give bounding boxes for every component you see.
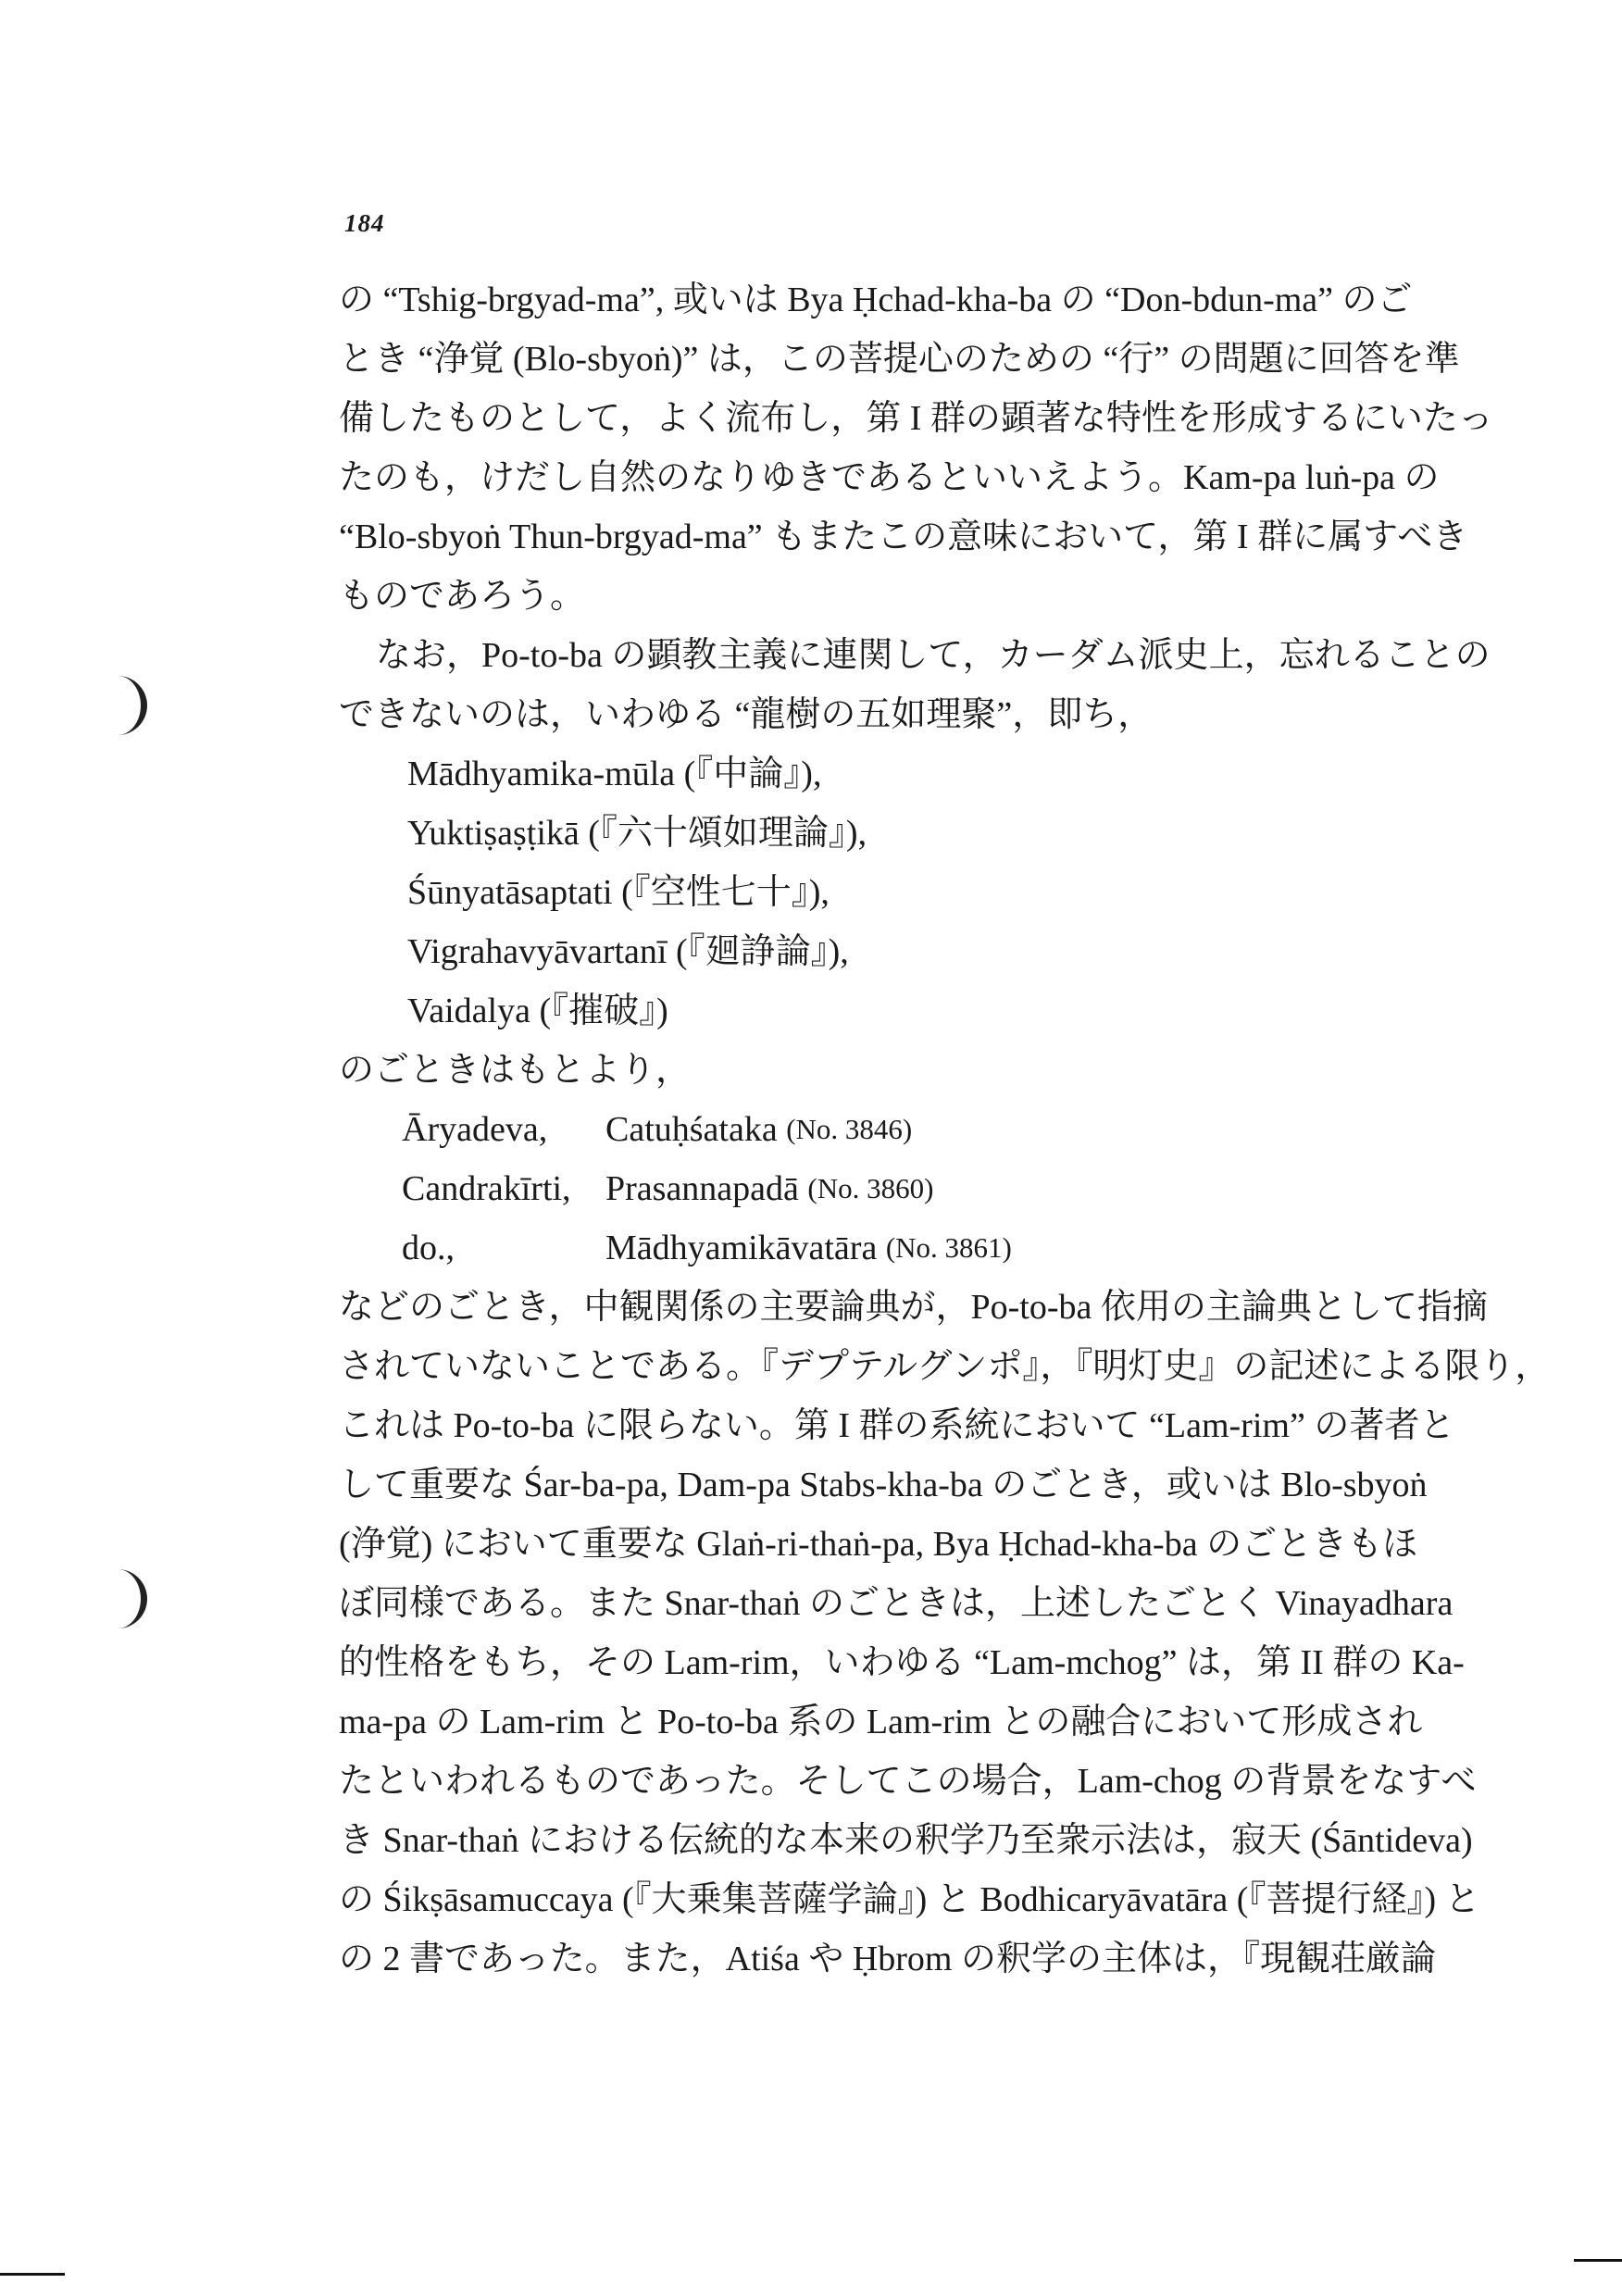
- text-line: “Blo-sbyoṅ Thun-brgyad-ma” もまたこの意味において，第 I 群に属すべき: [339, 518, 1468, 556]
- text-line: とき “浄覚 (Blo-sbyoṅ)” は，この菩提心のための “行” の問題に回答を準: [339, 340, 1460, 379]
- text-line: などのごとき，中観関係の主要論典が，Po-to-ba 依用の主論典として指摘: [339, 1288, 1488, 1327]
- paragraph-4: [339, 1278, 1551, 1989]
- text-line: なお，Po-to-ba の顕教主義に連関して，カーダム派史上，忘れることの: [376, 636, 1491, 675]
- text-line: (浄覚) において重要な Glaṅ-ri-thaṅ-pa, Bya Ḥchad-kha-ba のごときもほ: [339, 1525, 1418, 1564]
- reference-work: Mādhyamikāvatāra: [605, 1229, 878, 1267]
- text-line: のごときはもとより，: [339, 1051, 692, 1090]
- list-item: Yuktiṣaṣṭikā (『六十頌如理論』),: [407, 814, 867, 853]
- text-line: 備したものとして，よく流布し，第 I 群の顕著な特性を形成するにいたっ: [339, 399, 1493, 438]
- paragraph-2: [339, 626, 1491, 744]
- edge-mark: [1574, 2259, 1622, 2262]
- reference-work: Catuḥśataka: [605, 1110, 778, 1149]
- text-line: これは Po-to-ba に限らない。第 I 群の系統において “Lam-rim” の著者と: [339, 1406, 1455, 1445]
- text-line: の 2 書であった。また，Atiśa や Ḥbrom の釈学の主体は，『現観荘厳論: [339, 1940, 1436, 1978]
- reference-author: Āryadeva,: [402, 1110, 548, 1149]
- text-line: たといわれるものであった。そしてこの場合，Lam-chog の背景をなすべ: [339, 1762, 1477, 1801]
- text-line: き Snar-thaṅ における伝統的な本来の釈学乃至衆示法は，寂天 (Śāntideva): [339, 1821, 1473, 1860]
- reference-row: [402, 1218, 1466, 1278]
- binding-mark: [109, 676, 147, 735]
- text-line: ma-pa の Lam-rim と Po-to-ba 系の Lam-rim との融合において形成され: [339, 1703, 1423, 1741]
- text-line: の Śikṣāsamuccaya (『大乗集菩薩学論』) と Bodhicaryāvatāra (『菩提行経』) と: [339, 1880, 1480, 1919]
- binding-mark: [109, 1569, 147, 1628]
- text-line: ものであろう。: [339, 577, 586, 616]
- body-text: [339, 270, 1551, 1989]
- reference-author: Candrakīrti,: [402, 1169, 571, 1208]
- text-line: して重要な Śar-ba-pa, Dam-pa Stabs-kha-ba のごとき，或いは Blo-sbyoṅ: [339, 1466, 1428, 1504]
- list-item: Vaidalya (『摧破』): [407, 992, 668, 1030]
- reference-number: (No. 3846): [786, 1113, 913, 1145]
- text-line: ぼ同様である。また Snar-thaṅ のごときは，上述したごとく Vinayadhara: [339, 1584, 1454, 1623]
- list-item: Śūnyatāsaptati (『空性七十』),: [407, 873, 830, 912]
- edge-mark: [0, 2273, 65, 2276]
- reference-row: [402, 1100, 1466, 1159]
- reference-work: Prasannapadā: [605, 1169, 799, 1208]
- list-item: Vigrahavyāvartanī (『廻諍論』),: [407, 932, 849, 971]
- text-line: の “Tshig-brgyad-ma”, 或いは Bya Ḥchad-kha-ba の “Don-bdun-ma” のご: [339, 281, 1413, 319]
- text-line: されていないことである。『デプテルグンポ』，『明灯史』の記述による限り，: [339, 1347, 1551, 1386]
- text-line: 的性格をもち，その Lam-rim，いわゆる “Lam-mchog” は，第 II 群の Ka-: [339, 1643, 1465, 1682]
- reference-author: do.,: [402, 1229, 455, 1267]
- list-item: Mādhyamika-mūla (『中論』),: [407, 755, 822, 793]
- reference-list: [339, 1100, 1466, 1278]
- reference-number: (No. 3860): [807, 1172, 934, 1204]
- reference-number: (No. 3861): [885, 1231, 1012, 1264]
- text-line: たのも，けだし自然のなりゆきであるといいえよう。Kam-pa luṅ-pa の: [339, 458, 1440, 497]
- reference-row: [402, 1159, 1466, 1218]
- treatise-list: [339, 744, 1466, 1041]
- page-number: 184: [344, 209, 385, 237]
- text-line: できないのは，いわゆる “龍樹の五如理聚”，即ち，: [339, 695, 1154, 734]
- paragraph-1: [339, 270, 1493, 626]
